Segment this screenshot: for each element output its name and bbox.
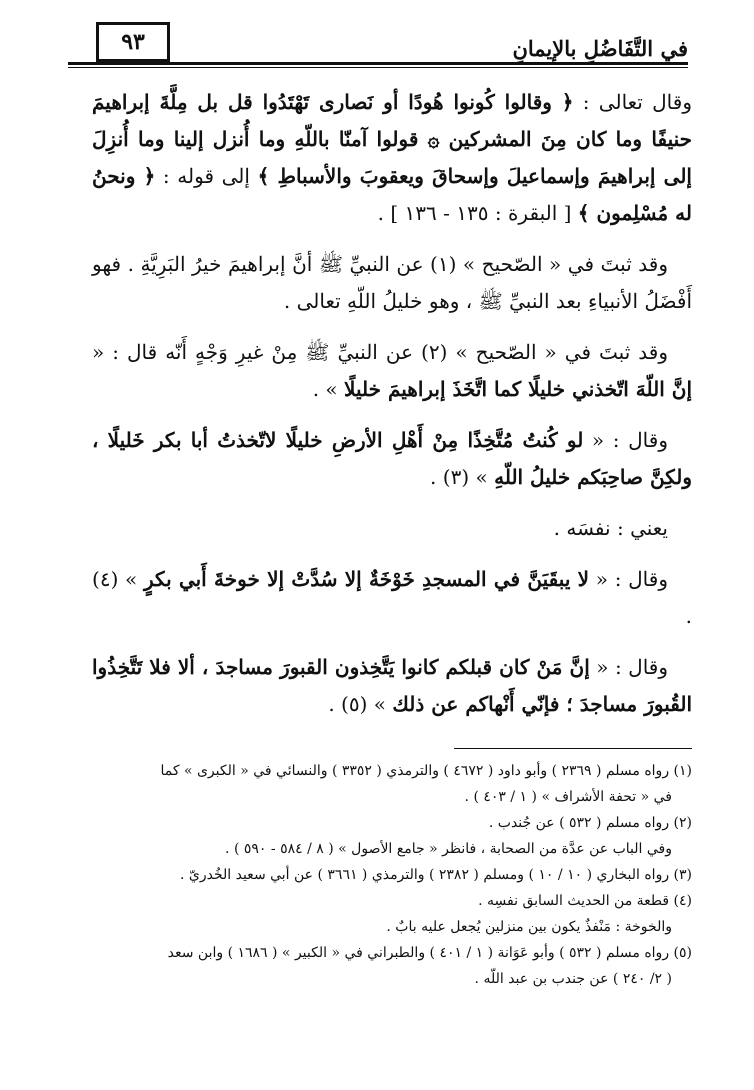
paragraph-text: وقال : « <box>589 655 669 679</box>
paragraph-end: » (٣) . <box>430 465 495 489</box>
footnote-1-continued: في « تحفة الأشراف » ( ١ / ٤٠٣ ) . <box>464 789 672 805</box>
footnote-5-continued: ( ٢/ ٢٤٠ ) عن جندب بن عبد اللّه . <box>474 971 672 987</box>
quran-verse: ﴿ وقالوا كُونوا هُودًا أو نَصارى تَهْتَدُوا قل بل مِلَّةَ إبراهيمَ حنيفًا وما كان مِنَ المشركين ۞ قولوا آمنّا باللّهِ وما أُنزل إلينا وما أُنزِلَ إلى إبراهيمَ وإسماعيلَ وإسحاقَ ويعقوبَ والأسباطِ ﴾ <box>92 90 692 188</box>
hadith-quote: لا يبقَيَنَّ في المسجدِ خَوْخَةٌ إلا سُدَّتْ إلا خوخةَ أَبي بكرٍ <box>144 567 590 591</box>
quran-verse-end: ﴿ ونحنُ له مُسْلِمون ﴾ <box>92 164 692 225</box>
hadith-quote: لو كُنتُ مُتَّخِذًا مِنْ أَهْلِ الأرضِ خليلًا لاتّخذتُ أبا بكر خَليلًا ، ولكِنَّ صاحِبَكم خليلُ اللّهِ <box>92 428 692 489</box>
footnote-2: (٢) رواه مسلم ( ٥٣٢ ) عن جُندب . <box>488 815 692 831</box>
paragraph-khalil <box>92 334 692 408</box>
footnote-3: (٣) رواه البخاري ( ١٠ / ١٠ ) ومسلم ( ٢٣٨٢ ) والترمذي ( ٣٦٦١ ) عن أبي سعيد الخُدريّ . <box>180 867 692 883</box>
header-rule <box>68 62 688 65</box>
hadith-quote: إنَّ اللّهَ اتّخذني خليلًا كما اتَّخَذَ إبراهيمَ خليلًا <box>344 377 692 401</box>
paragraph-graves <box>92 649 692 723</box>
main-text <box>92 84 692 723</box>
paragraph-quran-verse <box>92 84 692 232</box>
hadith-quote: إنَّ مَنْ كان قبلكم كانوا يَتَّخِذون القبورَ مساجدَ ، ألا فلا تَتَّخِذُوا القُبورَ مساجدَ ؛ فإنّي أَنْهاكم عن ذلك <box>92 655 692 716</box>
footnote-separator <box>454 748 692 749</box>
paragraph-abu-bakr <box>92 422 692 496</box>
paragraph-khawkha <box>92 561 692 635</box>
paragraph-ibrahim: وقد ثبتَ في « الصّحيح » (١) عن النبيِّ ﷺ أنَّ إبراهيمَ خيرُ البَرِيَّةِ . فهو أَفْضَلُ الأنبياءِ بعد النبيِّ ﷺ ، وهو خليلُ اللّهِ تعالى . <box>92 252 692 313</box>
paragraph-text: وقال : « <box>583 428 668 452</box>
footnote-4-note: والخوخة : مَنْفذٌ يكون بين منزلين يُجعل عليه بابٌ . <box>386 919 672 935</box>
footnote-2-note: وفي الباب عن عدَّة من الصحابة ، فانظر « جامع الأصول » ( ٨ / ٥٨٤ - ٥٩٠ ) . <box>225 841 672 857</box>
footnote-5: (٥) رواه مسلم ( ٥٣٢ ) وأبو عَوَانة ( ١ / ٤٠١ ) والطبراني في « الكبير » ( ١٦٨٦ ) وابن سعد <box>167 945 692 961</box>
footnote-1: (١) رواه مسلم ( ٢٣٦٩ ) وأبو داود ( ٤٦٧٢ ) والترمذي ( ٣٣٥٢ ) والنسائي في « الكبرى » كما <box>160 763 692 779</box>
verse-intro: وقال تعالى : <box>573 90 692 114</box>
footnote-4: (٤) قطعة من الحديث السابق نفسِه . <box>478 893 692 909</box>
footnotes <box>92 758 692 992</box>
page-number: ٩٣ <box>96 22 170 62</box>
header-rule-thin <box>68 67 688 68</box>
paragraph-text: وقد ثبتَ في « الصّحيح » (٢) عن النبيِّ ﷺ مِنْ غيرِ وَجْهٍ أَنّه قال : « <box>92 340 668 364</box>
paragraph-end: » . <box>312 377 345 401</box>
verse-reference: [ البقرة : ١٣٥ - ١٣٦ ] . <box>377 201 578 225</box>
paragraph-yani: يعني : نفسَه . <box>553 516 668 540</box>
paragraph-end: » (٥) . <box>328 692 393 716</box>
running-title: في التَّفَاضُلِ بالإيمانِ <box>512 36 688 61</box>
verse-mid: إلى قوله : <box>155 164 258 188</box>
paragraph-text: وقال : « <box>589 567 668 591</box>
paragraph-end: » (٤) . <box>92 567 692 628</box>
